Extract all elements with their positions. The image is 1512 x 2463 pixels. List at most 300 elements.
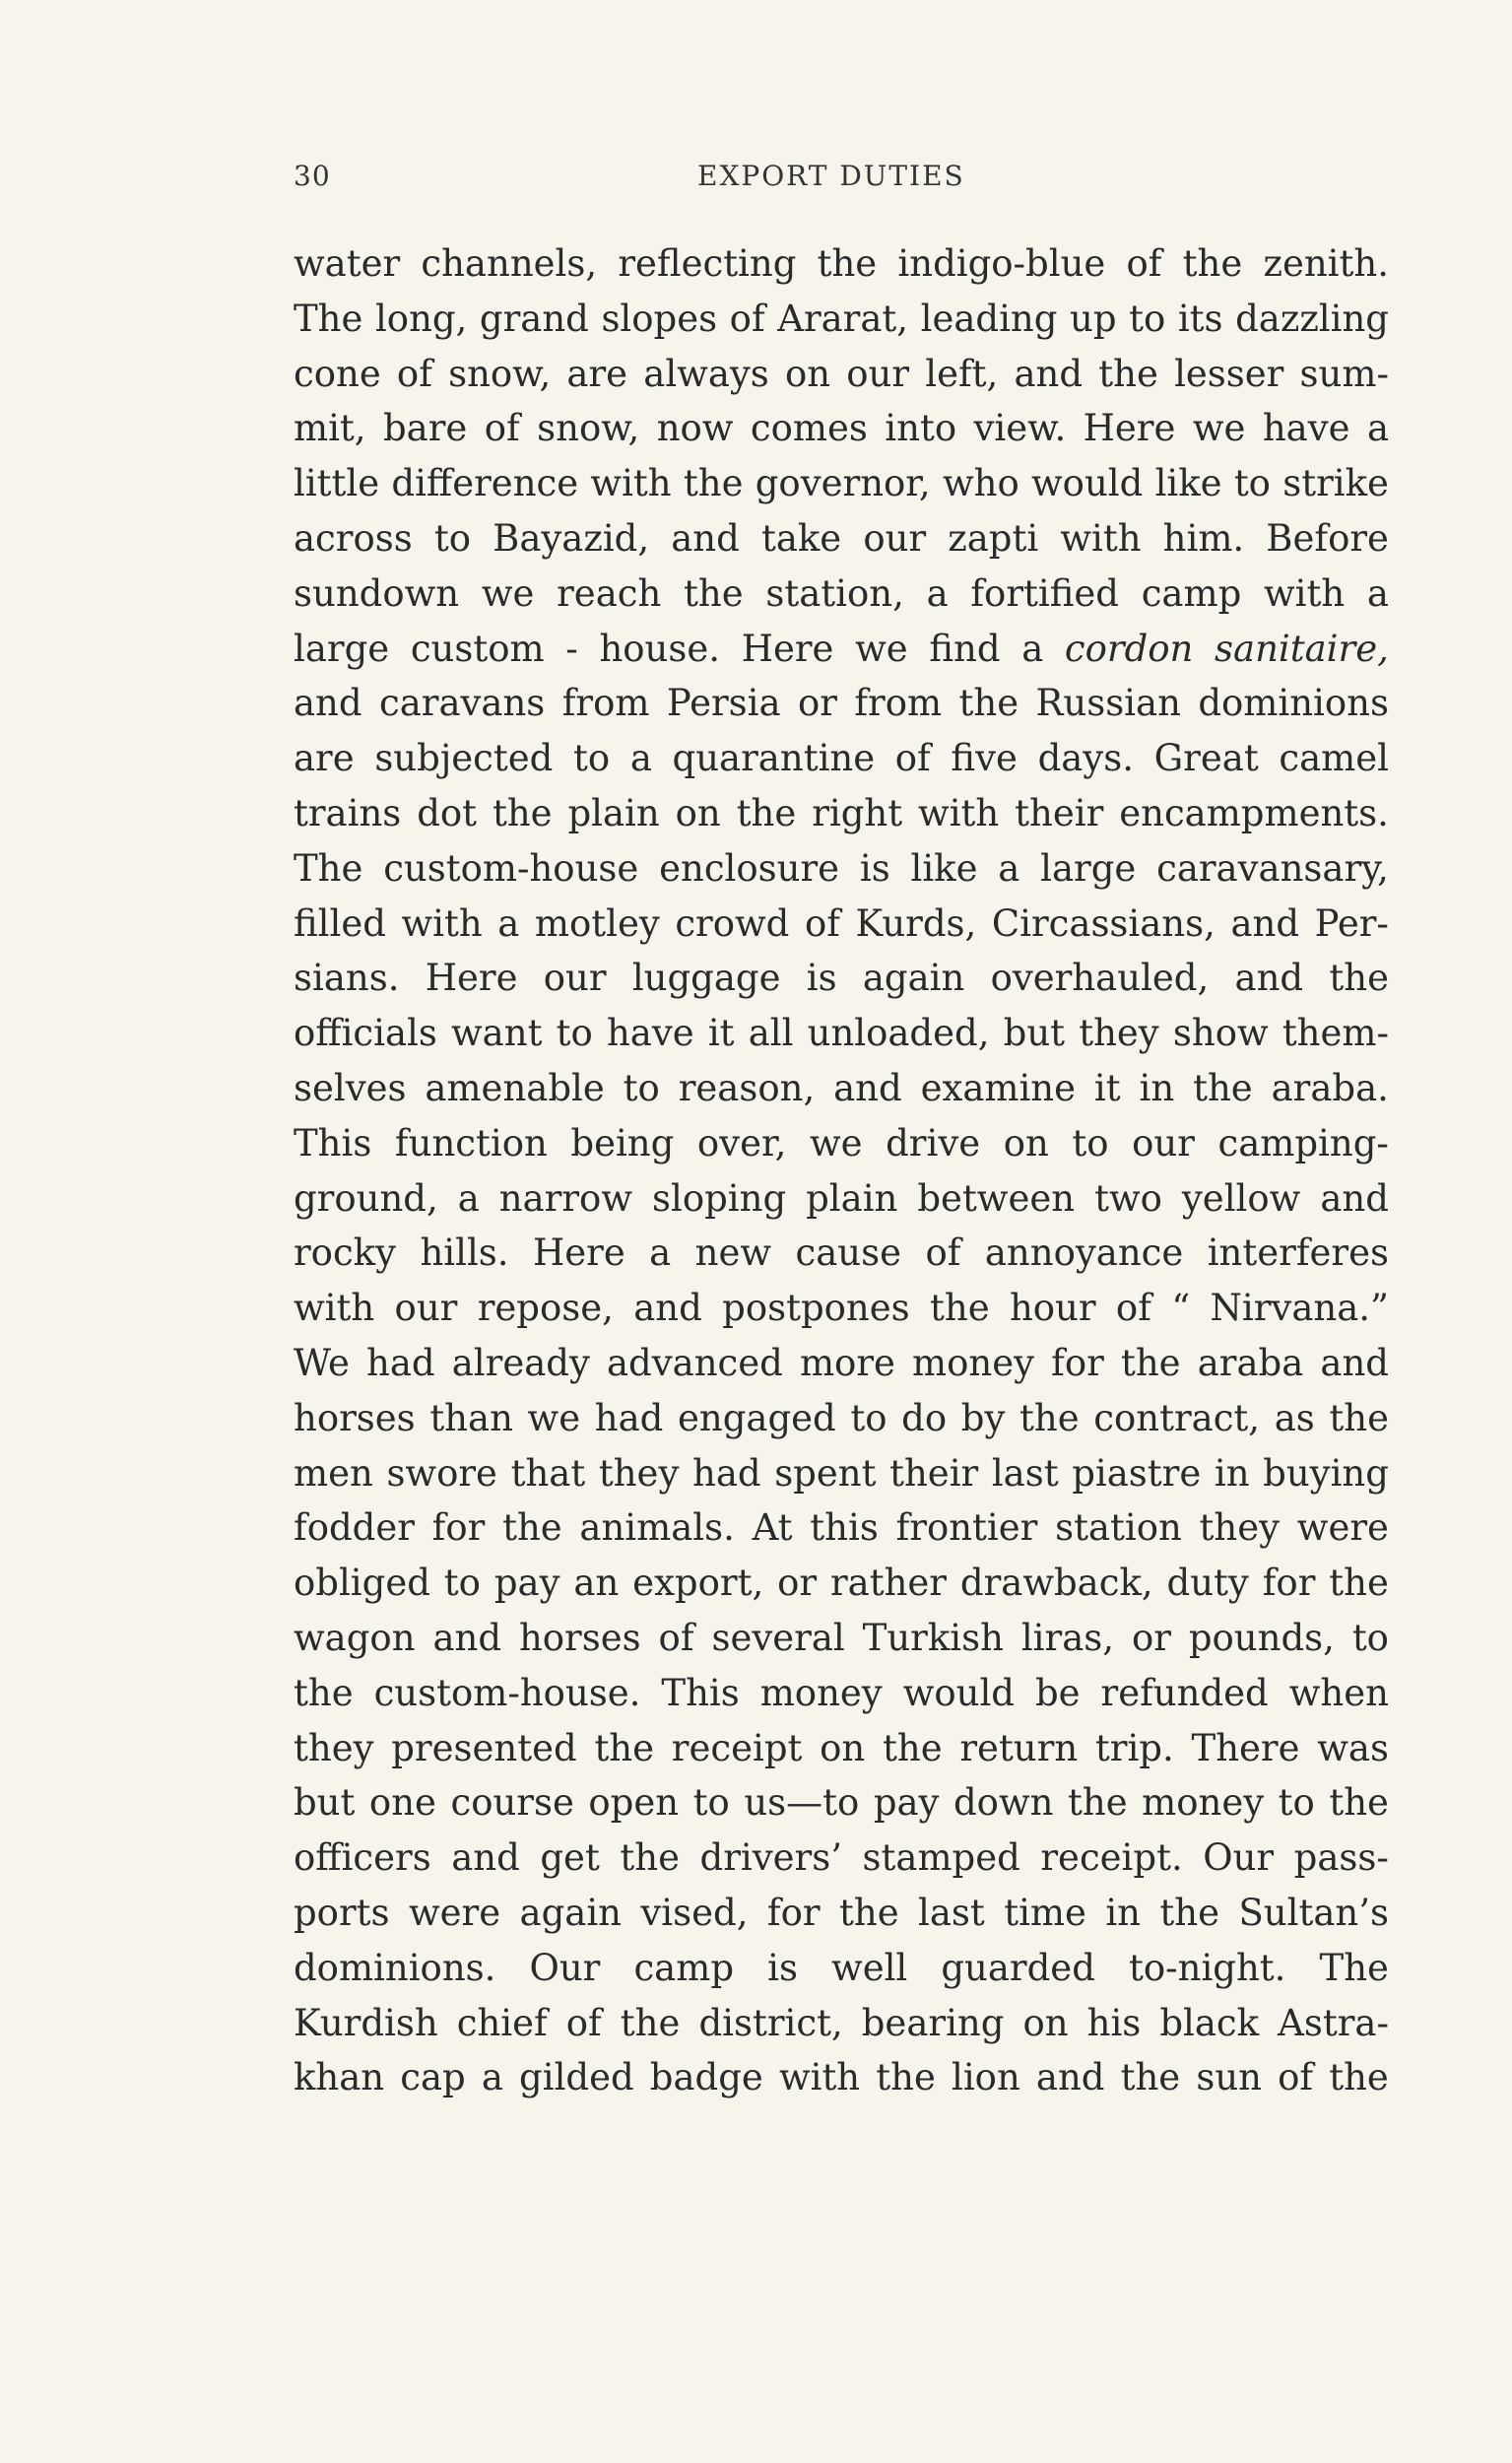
word: araba. xyxy=(1271,1066,1389,1109)
text-line xyxy=(294,1006,1389,1061)
word: pay xyxy=(493,1562,560,1605)
word: in xyxy=(1139,1066,1175,1109)
word: in xyxy=(1214,1451,1250,1495)
word: hour xyxy=(1009,1287,1096,1330)
text-line xyxy=(294,1556,1389,1611)
word: the xyxy=(1019,1396,1080,1439)
word: of xyxy=(565,2001,602,2044)
word: view. xyxy=(973,407,1067,450)
word: selves xyxy=(294,1066,407,1109)
word: luggage xyxy=(631,957,781,1000)
word: they xyxy=(1199,1506,1281,1550)
word: course xyxy=(450,1781,574,1825)
word: but xyxy=(1003,1012,1066,1055)
word: horses xyxy=(518,1616,641,1659)
word: engaged xyxy=(677,1396,836,1439)
word: is xyxy=(767,1946,798,1989)
word: the xyxy=(1329,1781,1389,1825)
word: caravansary, xyxy=(1156,846,1389,890)
word: they xyxy=(294,1726,374,1769)
word: our xyxy=(394,1287,458,1330)
word: Great xyxy=(1153,737,1259,780)
word: for xyxy=(431,1506,486,1550)
text-line xyxy=(294,1666,1389,1721)
word: Our xyxy=(1203,1836,1275,1880)
word: over, xyxy=(696,1121,787,1165)
word: our xyxy=(863,516,927,560)
word: plain xyxy=(567,791,660,834)
word: several xyxy=(711,1616,845,1659)
word: receipt. xyxy=(1040,1836,1183,1880)
word: trip. xyxy=(1094,1726,1174,1769)
word: than xyxy=(429,1396,513,1439)
word: money xyxy=(1142,1781,1265,1825)
text-line xyxy=(294,897,1389,952)
word: to xyxy=(692,1781,730,1825)
word: Circassians, xyxy=(991,901,1216,945)
word: Bayazid, xyxy=(493,516,650,560)
word: by xyxy=(960,1396,1006,1439)
word: across xyxy=(294,516,413,560)
word: the xyxy=(1098,352,1158,395)
word: bearing xyxy=(861,2001,1005,2044)
word: chief xyxy=(456,2001,548,2044)
text-line xyxy=(294,1886,1389,1941)
word: refunded xyxy=(1100,1671,1269,1714)
word: grand xyxy=(479,297,589,340)
word: we xyxy=(1192,407,1246,450)
word: from xyxy=(561,682,650,725)
word: reason, xyxy=(678,1066,816,1109)
word: would xyxy=(902,1671,1015,1714)
word: strike xyxy=(1282,462,1389,505)
word: cone xyxy=(294,352,381,395)
word: Persia xyxy=(666,682,781,725)
word: is xyxy=(859,846,890,890)
word: is xyxy=(806,957,837,1000)
word: contract, xyxy=(1093,1396,1261,1439)
word: bare xyxy=(382,407,468,450)
word: the xyxy=(817,242,878,285)
word: to xyxy=(850,1396,887,1439)
word: or xyxy=(1131,1616,1171,1659)
word: return xyxy=(959,1726,1079,1769)
word: a xyxy=(629,737,652,780)
word: a xyxy=(497,901,520,945)
word: being xyxy=(570,1121,675,1165)
word: of xyxy=(925,1232,961,1275)
word: animals. xyxy=(579,1506,735,1550)
word: we xyxy=(855,627,908,670)
word: We xyxy=(294,1341,350,1384)
text-line xyxy=(294,1391,1389,1446)
word: a xyxy=(1366,407,1389,450)
word: to xyxy=(1351,1616,1389,1659)
word: again xyxy=(519,1891,622,1934)
text-line xyxy=(294,1446,1389,1501)
word: and xyxy=(633,1287,702,1330)
word: a xyxy=(649,1232,672,1275)
word: and xyxy=(1230,901,1300,945)
word: our xyxy=(543,957,607,1000)
word: the xyxy=(1159,1891,1220,1934)
word: caravans xyxy=(378,682,546,725)
word: his xyxy=(1086,2001,1142,2044)
text-line xyxy=(294,1996,1389,2051)
word: show xyxy=(1172,1012,1269,1055)
word: Sultan’s xyxy=(1238,1891,1389,1934)
word: station xyxy=(1055,1506,1182,1550)
word: subjected xyxy=(374,737,554,780)
word: them- xyxy=(1282,1012,1389,1055)
word: ports xyxy=(294,1891,390,1934)
text-line xyxy=(294,2050,1389,2105)
word: now xyxy=(656,407,734,450)
word: the xyxy=(1329,2056,1389,2099)
word: The xyxy=(294,297,363,340)
word: this xyxy=(810,1506,879,1550)
word: of xyxy=(1278,2056,1314,2099)
word: the xyxy=(1068,1781,1128,1825)
word: camping- xyxy=(1217,1121,1389,1165)
word: into xyxy=(885,407,957,450)
word: the xyxy=(1329,1562,1389,1605)
word: officers xyxy=(294,1836,431,1880)
word: The xyxy=(294,846,363,890)
word: interferes xyxy=(1207,1232,1389,1275)
word: as xyxy=(1274,1396,1315,1439)
word: custom xyxy=(410,627,545,670)
word: wagon xyxy=(294,1616,416,1659)
word: black xyxy=(1159,2001,1260,2044)
word: cause xyxy=(795,1232,902,1275)
word: the xyxy=(1120,1341,1181,1384)
word: between xyxy=(917,1176,1076,1220)
word: leading xyxy=(920,297,1058,340)
word: for xyxy=(766,1891,821,1934)
word: sum- xyxy=(1299,352,1389,395)
word: the xyxy=(883,1726,943,1769)
word: were xyxy=(408,1891,501,1934)
word: that xyxy=(510,1451,586,1495)
word: on xyxy=(1003,1121,1049,1165)
word: find xyxy=(929,627,1001,670)
word: snow, xyxy=(537,407,640,450)
word: obliged xyxy=(294,1562,430,1605)
word: the xyxy=(492,791,553,834)
word: of xyxy=(1126,242,1162,285)
word: dominions. xyxy=(294,1946,496,1989)
word: araba xyxy=(1197,1341,1304,1384)
word: large xyxy=(294,627,390,670)
word: of xyxy=(658,1616,694,1659)
word: There xyxy=(1191,1726,1300,1769)
word: of xyxy=(1115,1287,1151,1330)
word: overhauled, xyxy=(990,957,1210,1000)
word: to xyxy=(433,516,472,560)
word: money xyxy=(912,1341,1035,1384)
word: with xyxy=(1263,571,1346,615)
word: rocky xyxy=(294,1232,397,1275)
word: down xyxy=(953,1781,1054,1825)
word: channels, xyxy=(421,242,598,285)
word: sloping xyxy=(652,1176,787,1220)
word: liras, xyxy=(1020,1616,1115,1659)
word: camp xyxy=(633,1946,735,1989)
word: piastre xyxy=(1072,1451,1202,1495)
word: who xyxy=(942,462,1019,505)
text-line xyxy=(294,236,1389,292)
word: little xyxy=(294,462,380,505)
word: in xyxy=(1105,1891,1141,1934)
word: had xyxy=(366,1341,435,1384)
word: gilded xyxy=(519,2056,634,2099)
word: the xyxy=(1120,2056,1181,2099)
word: Here xyxy=(1083,407,1176,450)
word: camp xyxy=(1141,571,1242,615)
word: Here xyxy=(741,627,834,670)
word: the xyxy=(958,682,1019,725)
word: dazzling xyxy=(1235,297,1389,340)
word: dominions xyxy=(1198,682,1389,725)
word: on xyxy=(1022,2001,1069,2044)
word: us—to xyxy=(744,1781,860,1825)
word: a xyxy=(926,571,949,615)
word: comes xyxy=(750,407,868,450)
word: crowd xyxy=(675,901,790,945)
text-line xyxy=(294,731,1389,786)
word: the xyxy=(684,571,744,615)
page-number: 30 xyxy=(294,160,331,192)
word: fodder xyxy=(294,1506,415,1550)
text-line xyxy=(294,786,1389,841)
word: time xyxy=(1004,1891,1086,1934)
word: dot xyxy=(417,791,478,834)
word: The xyxy=(1319,1946,1389,1989)
word: up xyxy=(1070,297,1117,340)
word: slopes xyxy=(601,297,718,340)
word: the xyxy=(876,2056,936,2099)
word: of xyxy=(804,901,840,945)
word: At xyxy=(752,1506,793,1550)
word: Our xyxy=(529,1946,601,1989)
word: Here xyxy=(425,957,518,1000)
word: to xyxy=(1278,1781,1315,1825)
word: to-night. xyxy=(1128,1946,1286,1989)
word: or xyxy=(777,1562,818,1605)
word: with xyxy=(918,791,1000,834)
word: pay xyxy=(873,1781,940,1825)
word: annoyance xyxy=(984,1232,1184,1275)
word: custom-house xyxy=(383,846,639,890)
word: horses xyxy=(294,1396,416,1439)
word: unloaded, xyxy=(807,1012,990,1055)
word: station, xyxy=(765,571,904,615)
word: khan xyxy=(294,2056,385,2099)
word: long, xyxy=(374,297,468,340)
word: they xyxy=(598,1451,680,1495)
word: zenith. xyxy=(1263,242,1389,285)
word: receipt xyxy=(671,1726,803,1769)
word: with xyxy=(294,1287,375,1330)
word: our xyxy=(1132,1121,1195,1165)
word: it xyxy=(1093,1066,1121,1109)
word: had xyxy=(691,1451,761,1495)
word: all xyxy=(748,1012,794,1055)
word: and xyxy=(432,1616,502,1659)
text-line xyxy=(294,1721,1389,1776)
word: their xyxy=(889,1451,979,1495)
word: are xyxy=(294,737,355,780)
word: sun xyxy=(1196,2056,1262,2099)
word: more xyxy=(799,1341,895,1384)
word: export, xyxy=(632,1562,764,1605)
word: we xyxy=(527,1396,581,1439)
word: amenable xyxy=(425,1066,605,1109)
body-text xyxy=(294,236,1389,2105)
word: of xyxy=(484,407,520,450)
word: two xyxy=(1094,1176,1162,1220)
word: hills. xyxy=(420,1232,509,1275)
word: was xyxy=(1317,1726,1389,1769)
word: last xyxy=(991,1451,1059,1495)
word: or xyxy=(797,682,837,725)
text-line xyxy=(294,1611,1389,1666)
word: - xyxy=(565,627,578,670)
word: are xyxy=(566,352,628,395)
word: be xyxy=(1034,1671,1081,1714)
word: the xyxy=(620,2001,681,2044)
word: when xyxy=(1288,1671,1389,1714)
text-line xyxy=(294,1116,1389,1171)
word: enclosure xyxy=(659,846,840,890)
word: cap xyxy=(400,2056,466,2099)
word: duty xyxy=(1166,1562,1249,1605)
word: days. xyxy=(1037,737,1134,780)
word: take xyxy=(760,516,842,560)
word: rather xyxy=(829,1562,947,1605)
word: function xyxy=(394,1121,548,1165)
word: with xyxy=(778,2056,861,2099)
word: mit, xyxy=(294,407,366,450)
word: the xyxy=(620,1836,680,1880)
running-title: EXPORT DUTIES xyxy=(697,160,965,192)
text-line xyxy=(294,566,1389,622)
text-line xyxy=(294,1226,1389,1281)
word: men xyxy=(294,1451,373,1495)
word: we xyxy=(481,571,535,615)
word: house. xyxy=(599,627,721,670)
word: its xyxy=(1177,297,1223,340)
text-line xyxy=(294,1941,1389,1996)
text-line xyxy=(294,1281,1389,1336)
word: would xyxy=(1031,462,1144,505)
word: district, xyxy=(698,2001,843,2044)
word: and xyxy=(294,682,362,725)
word: buying xyxy=(1263,1451,1389,1495)
word: the xyxy=(502,1506,562,1550)
word: open xyxy=(588,1781,680,1825)
word: from xyxy=(854,682,943,725)
word: camel xyxy=(1279,737,1389,780)
text-line xyxy=(294,1775,1389,1831)
word: left, xyxy=(925,352,999,395)
word: Here xyxy=(532,1232,625,1275)
word: cordon xyxy=(1064,627,1194,670)
word: sanitaire, xyxy=(1215,627,1389,670)
word: to xyxy=(1129,297,1166,340)
word: spent xyxy=(774,1451,877,1495)
word: have xyxy=(606,1012,694,1055)
word: him. xyxy=(1162,516,1245,560)
word: advanced xyxy=(607,1341,783,1384)
word: reflecting xyxy=(618,242,797,285)
word: custom-house. xyxy=(373,1671,641,1714)
word: Nirvana.” xyxy=(1210,1287,1389,1330)
word: sundown xyxy=(294,571,460,615)
word: Per- xyxy=(1314,901,1389,945)
word: stamped xyxy=(862,1836,1020,1880)
word: new xyxy=(694,1232,772,1275)
word: trains xyxy=(294,791,402,834)
text-line xyxy=(294,1336,1389,1391)
word: well xyxy=(831,1946,908,1989)
word: like xyxy=(910,846,978,890)
word: to xyxy=(573,737,611,780)
word: one xyxy=(368,1781,436,1825)
word: filled xyxy=(294,901,386,945)
word: motley xyxy=(534,901,660,945)
word: sians. xyxy=(294,957,400,1000)
word: with xyxy=(401,901,483,945)
word: it xyxy=(707,1012,735,1055)
word: for xyxy=(1051,1341,1104,1384)
text-line xyxy=(294,951,1389,1006)
word: were xyxy=(1296,1506,1389,1550)
word: a xyxy=(1366,571,1389,615)
word: zapti xyxy=(948,516,1039,560)
word: repose, xyxy=(477,1287,614,1330)
word: yellow xyxy=(1181,1176,1301,1220)
word: do xyxy=(901,1396,948,1439)
word: right xyxy=(812,791,903,834)
word: the xyxy=(1329,957,1389,1000)
word: and xyxy=(1234,957,1304,1000)
text-line xyxy=(294,676,1389,731)
word: five xyxy=(951,737,1018,780)
word: always xyxy=(643,352,769,395)
word: to xyxy=(1072,1121,1109,1165)
word: and xyxy=(451,1836,520,1880)
text-line xyxy=(294,1061,1389,1116)
word: fortified xyxy=(970,571,1119,615)
word: drivers’ xyxy=(699,1836,842,1880)
word: guarded xyxy=(941,1946,1095,1989)
word: swore xyxy=(386,1451,497,1495)
text-line xyxy=(294,456,1389,511)
word: ground, xyxy=(294,1176,438,1220)
text-line xyxy=(294,1171,1389,1227)
word: the xyxy=(294,1671,354,1714)
word: vised, xyxy=(640,1891,749,1934)
word: plain xyxy=(806,1176,898,1220)
word: on xyxy=(675,791,721,834)
word: quarantine xyxy=(672,737,876,780)
word: indigo-blue xyxy=(897,242,1106,285)
word: Astra- xyxy=(1278,2001,1389,2044)
word: frontier xyxy=(895,1506,1038,1550)
word: have xyxy=(1262,407,1350,450)
